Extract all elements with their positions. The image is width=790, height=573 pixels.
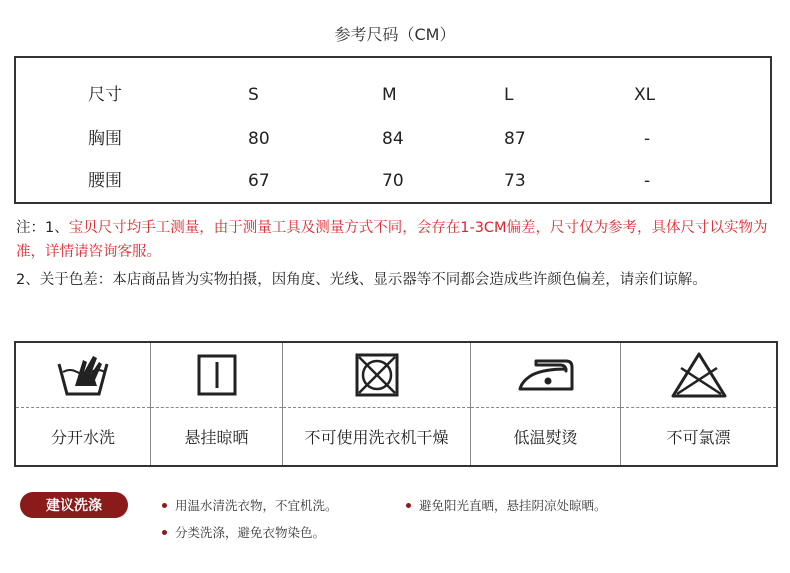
care-cell xyxy=(151,343,283,465)
size-row-chest xyxy=(16,124,770,154)
page-title: 参考尺码（CM） xyxy=(334,25,456,44)
note-1-text: 宝贝尺寸均手工测量，由于测量工具及测量方式不同，会存在1-3CM偏差，尺寸仅为参考，具体尺寸以实物为准，详情请咨询客服。 xyxy=(16,220,768,260)
care-cell xyxy=(471,343,621,465)
recommend-item xyxy=(162,496,338,514)
table-cell: 84 xyxy=(382,129,404,149)
low-iron-icon xyxy=(471,343,620,408)
size-row-waist xyxy=(16,166,770,196)
header-cell: 尺寸 xyxy=(88,85,122,105)
care-label: 不可氯漂 xyxy=(666,428,731,447)
care-label: 低温熨烫 xyxy=(513,428,578,447)
care-table xyxy=(14,341,778,467)
recommend-item xyxy=(406,496,607,514)
recommend-item-text: 分类洗涤，避免衣物染色。 xyxy=(175,525,326,540)
no-tumble-dry-icon xyxy=(283,343,470,408)
recommend-badge: 建议洗涤 xyxy=(20,492,128,518)
care-label: 不可使用洗衣机干燥 xyxy=(304,428,449,447)
row-label: 腰围 xyxy=(88,171,122,191)
table-cell: - xyxy=(644,171,651,191)
care-cell xyxy=(16,343,151,465)
care-cell xyxy=(283,343,471,465)
table-cell: 70 xyxy=(382,171,404,191)
table-cell: - xyxy=(644,129,651,149)
note-1 xyxy=(16,216,776,264)
row-label: 胸围 xyxy=(88,129,122,149)
no-bleach-icon xyxy=(621,343,776,408)
bullet-icon xyxy=(406,503,411,508)
recommend-item-text: 避免阳光直晒，悬挂阴凉处晾晒。 xyxy=(419,498,607,513)
header-cell: S xyxy=(248,85,259,105)
recommend-item xyxy=(162,523,325,541)
bullet-icon xyxy=(162,530,167,535)
care-label: 悬挂晾晒 xyxy=(184,428,249,447)
size-header-row xyxy=(16,80,770,110)
header-cell: L xyxy=(504,85,514,105)
table-cell: 80 xyxy=(248,129,270,149)
note-1-prefix: 注：1、 xyxy=(16,220,69,236)
note-2: 2、关于色差：本店商品皆为实物拍摄，因角度、光线、显示器等不同都会造成些许颜色偏差，请亲们谅解。 xyxy=(16,272,707,288)
bullet-icon xyxy=(162,503,167,508)
care-label: 分开水洗 xyxy=(50,428,115,447)
table-cell: 67 xyxy=(248,171,270,191)
hang-dry-icon xyxy=(151,343,282,408)
notes xyxy=(16,216,776,292)
recommend-item-text: 用温水清洗衣物，不宜机洗。 xyxy=(175,498,338,513)
table-cell: 73 xyxy=(504,171,526,191)
hand-wash-icon xyxy=(16,343,150,408)
table-cell: 87 xyxy=(504,129,526,149)
header-cell: M xyxy=(382,85,397,105)
header-cell: XL xyxy=(634,85,656,105)
size-table xyxy=(14,56,772,204)
care-cell xyxy=(621,343,776,465)
